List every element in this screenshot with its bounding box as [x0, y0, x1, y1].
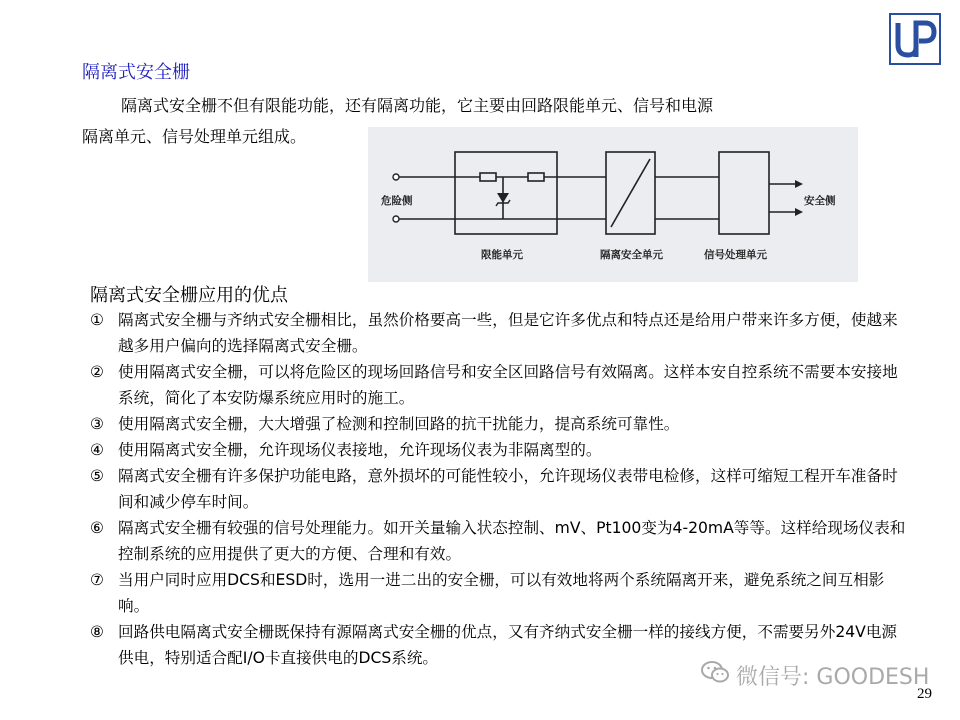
list-item [90, 359, 910, 411]
diagram-limit-label: 限能单元 [481, 249, 523, 261]
list-item [90, 411, 910, 437]
list-item [90, 307, 910, 359]
item-number: ① [90, 311, 104, 329]
diagram-signal-label: 信号处理单元 [704, 249, 767, 261]
isolated-barrier-diagram [368, 127, 858, 282]
diagram-right-label: 安全侧 [804, 195, 836, 207]
page-title: 隔离式安全栅 [82, 62, 190, 83]
item-number: ⑧ [90, 623, 104, 641]
item-text: 当用户同时应用DCS和ESD时，选用一进二出的安全栅，可以有效地将两个系统隔离开来，避免系统之间互相影响。 [118, 571, 885, 615]
item-text: 使用隔离式安全栅，允许现场仪表接地，允许现场仪表为非隔离型的。 [118, 441, 602, 459]
diagram-left-label: 危险侧 [381, 195, 413, 207]
item-number: ⑥ [90, 519, 104, 537]
intro-line-1: 隔离式安全栅不但有限能功能，还有隔离功能，它主要由回路限能单元、信号和电源 [121, 96, 714, 115]
intro-line-2: 隔离单元、信号处理单元组成。 [82, 127, 307, 146]
item-number: ⑦ [90, 571, 104, 589]
item-number: ③ [90, 415, 104, 433]
item-text: 隔离式安全栅有许多保护功能电路，意外损坏的可能性较小，允许现场仪表带电检修，这样可缩短工程开车准备时间和减少停车时间。 [118, 467, 898, 511]
watermark-text: 微信号: GOODESH [736, 664, 930, 690]
list-item [90, 437, 910, 463]
page-number: 29 [917, 686, 932, 702]
wechat-watermark [700, 658, 929, 692]
item-number: ④ [90, 441, 104, 459]
company-logo [889, 13, 941, 65]
list-item [90, 567, 910, 619]
wechat-icon [700, 659, 730, 691]
advantages-title: 隔离式安全栅应用的优点 [90, 285, 288, 306]
item-text: 使用隔离式安全栅，可以将危险区的现场回路信号和安全区回路信号有效隔离。这样本安自控系统不需要本安接地系统，简化了本安防爆系统应用时的施工。 [118, 363, 898, 407]
advantages-list [90, 307, 910, 671]
item-text: 使用隔离式安全栅，大大增强了检测和控制回路的抗干扰能力，提高系统可靠性。 [118, 415, 680, 433]
diagram-isolation-label: 隔离安全单元 [600, 249, 663, 261]
list-item [90, 463, 910, 515]
item-number: ⑤ [90, 467, 104, 485]
list-item [90, 515, 910, 567]
item-text: 隔离式安全栅有较强的信号处理能力。如开关量输入状态控制、mV、Pt100变为4-20mA等等。这样给现场仪表和控制系统的应用提供了更大的方便、合理和有效。 [118, 519, 906, 563]
item-text: 隔离式安全栅与齐纳式安全栅相比，虽然价格要高一些，但是它许多优点和特点还是给用户带来许多方便，使越来越多用户偏向的选择隔离式安全栅。 [118, 311, 898, 355]
item-text: 回路供电隔离式安全栅既保持有源隔离式安全栅的优点，又有齐纳式安全栅一样的接线方便，不需要另外24V电源供电，特别适合配I/O卡直接供电的DCS系统。 [118, 623, 898, 667]
item-number: ② [90, 363, 104, 381]
